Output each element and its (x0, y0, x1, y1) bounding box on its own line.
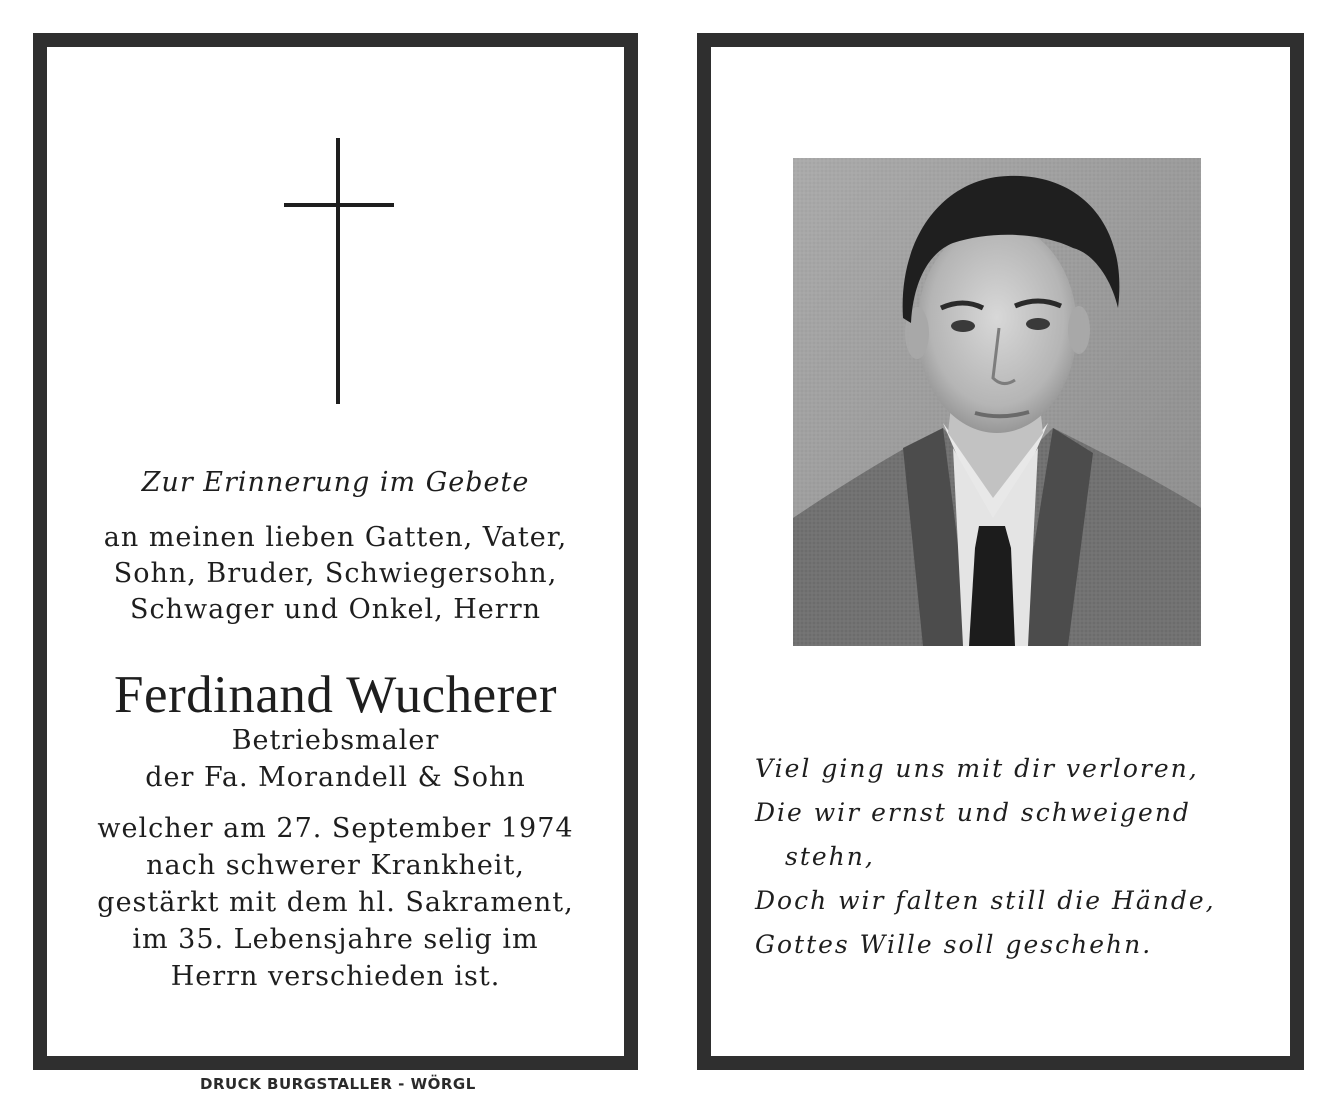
death-line-2: nach schwerer Krankheit, (146, 850, 525, 881)
intro-line-3: Schwager und Onkel, Herrn (129, 594, 541, 625)
verse-line-3: stehn, (785, 842, 875, 871)
memorial-heading: Zur Erinnerung im Gebete (141, 467, 530, 498)
intro-line-2: Sohn, Bruder, Schwiegersohn, (113, 558, 558, 589)
occupation: Betriebsmaler (231, 725, 440, 756)
death-line-3: gestärkt mit dem hl. Sakrament, (97, 887, 574, 918)
memorial-photo-card (697, 33, 1304, 1070)
death-line-5: Herrn verschieden ist. (170, 961, 501, 992)
memorial-text-card (33, 33, 638, 1070)
verse-line-1: Viel ging uns mit dir verloren, (755, 754, 1199, 783)
verse-line-4: Doch wir falten still die Hände, (755, 886, 1216, 915)
employer: der Fa. Morandell & Sohn (145, 762, 526, 793)
death-line-4: im 35. Lebensjahre selig im (132, 924, 539, 955)
death-line-1: welcher am 27. September 1974 (97, 813, 574, 844)
intro-line-1: an meinen lieben Gatten, Vater, (103, 522, 568, 553)
verse-line-2: Die wir ernst und schweigend (755, 798, 1191, 827)
verse-line-5: Gottes Wille soll geschehn. (755, 930, 1153, 959)
deceased-name: Ferdinand Wucherer (114, 666, 557, 724)
printer-credit: DRUCK BURGSTALLER - WÖRGL (200, 1075, 476, 1093)
portrait-photo (793, 158, 1201, 646)
